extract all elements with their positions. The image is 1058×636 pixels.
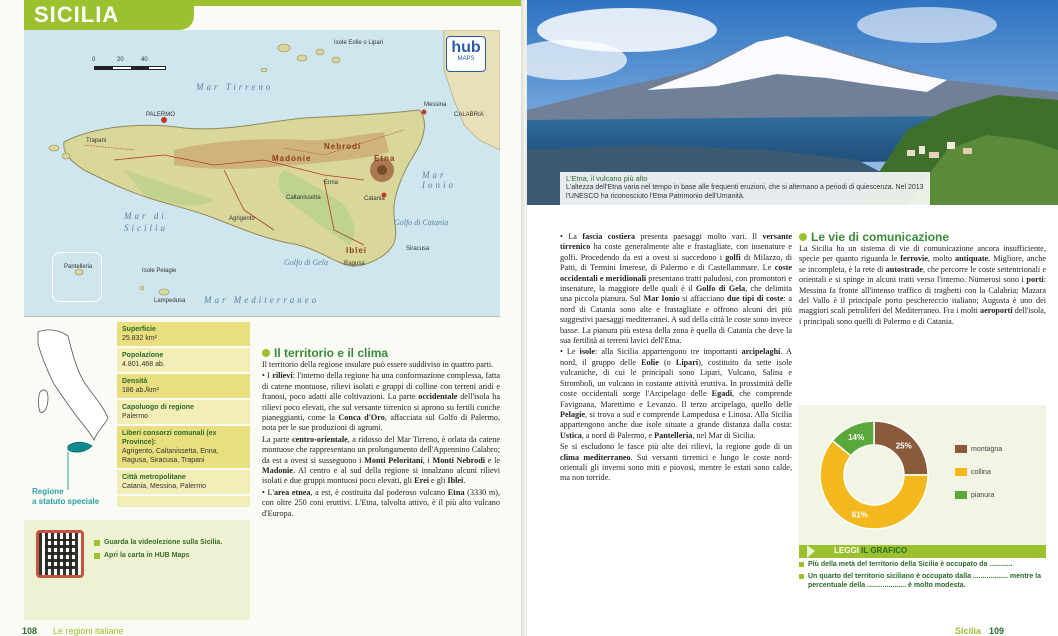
digital-resources-list (94, 538, 244, 564)
italy-locator-map (24, 322, 112, 492)
bullet-dot-icon (799, 233, 807, 241)
digital-resources-box (24, 520, 250, 620)
scale-label-0: 0 (92, 57, 96, 63)
chart-question: Un quarto del territorio siciliano è occupato dalla .................. mentre la percentuale della .................... è molto modesta. (799, 572, 1046, 590)
map-label-nebrodi: Nebrodi (324, 142, 362, 151)
chart-legend (955, 445, 1002, 514)
scale-label-20: 20 (117, 57, 124, 63)
map-label-mediterraneo: Mar Mediterraneo (204, 295, 320, 305)
territorio-section: Il territorio e il clima Il territorio della regione insulare può essere suddiviso in quattro parti. • I rilievi: l'interno della regione ha una conformazione complessa, fatta di catene montuose, rilievi isolati e gruppi di colline con terreni aridi e franosi, poco adatti alle coltivazioni. La parte occidentale dell'isola ha rilievi poco elevati, che sul versante tirrenico si aprono su fertili conche pianeggianti, come la Conca d'Oro, affacciata sul Golfo di Palermo, nota per le sue produzioni di agrumi. La parte centro-orientale, a ridosso del Mar Tirreno, è orlata da catene montuose che rappresentano un prolungamento dell'Appennino Calabro; da est a ovest si susseguono i Monti Peloritani, i Monti Nebrodi e le Madonie. Al centro e al sud della regione si innalzano alcuni rilievi isolati e due gruppi montuosi poco elevati, gli Erei e gli Iblei. • L'area etnea, a est, è costituita dal poderoso vulcano Etna (3330 m), con oltre 250 coni eruttivi. L'Etna, talvolta attivo, è il più alto vulcano d'Europa. (262, 346, 501, 518)
pie-label-montagna: 25% (895, 441, 912, 451)
fact-value: 186 ab./km² (122, 387, 159, 394)
fact-label: Città metropolitane (122, 474, 186, 481)
fact-label: Capoluogo di regione (122, 404, 194, 411)
chart-questions (799, 560, 1046, 593)
map-label-siracusa: Siracusa (406, 246, 430, 252)
hub-maps-logo[interactable] (446, 36, 486, 72)
caption-text: L'altezza dell'Etna varia nel tempo in base alle frequenti eruzioni, che si alternano a periodi di quiescenza. Nel 2013 l'UNESCO ha riconosciuto l'Etna Patrimonio dell'Umanità. (566, 184, 924, 200)
coste-column: • La fascia costiera presenta paesaggi molto vari. Il versante tirrenico ha coste generalmente alte e frastagliate, con insenature e golfi. Procedendo da est a ovest si succedono i golfi di Milazzo, di Patti, di Termini Imerese, di Palermo e di Castellammare. Le coste occidentali e meridionali presentano tratti paludosi, con promontori e insenature, la maggiore delle quali è il Golfo di Gela, che delimita una piccola pianura. Sul Mar Ionio si affacciano due tipi di coste: a nord di Catania sono alte e frastagliate e offrono alcuni dei più suggestivi paesaggi mediterranei. A sud della città le coste sono invece basse. La pianura più estesa della zona è quella di Catania che deve la sua fertilità ai terreni lavici dell'Etna. • Le isole: alla Sicilia appartengono tre importanti arcipelaghi. A nord, il gruppo delle Eolie (o Lipari), costituito da sette isole vulcaniche, di cui le principali sono Lipari, Vulcano, Salina e Stromboli, un vulcano in costante attività eruttiva. In prossimità delle coste occidentali sorge l'Arcipelago delle Egadi, che comprende Favignana, Marettimo e Levanzo. Il terzo arcipelago, quello delle Pelagie, si trova a sud e comprende Lampedusa e Linosa. Alla Sicilia appartengono anche due isole situate a grande distanza dalla costa: Ustica, a nord di Palermo, e Pantelleria, nel Mar di Sicilia. Se si escludono le fasce più alte dei rilievi, la regione gode di un clima mediterraneo. Sui versanti tirrenici e lungo le coste nord-orientali gli inverni sono miti e piovosi, mentre le estati sono calde, ma non torride. (560, 232, 793, 483)
leggi-grafico-bar (799, 545, 1046, 558)
grafico-text: IL GRAFICO (861, 546, 908, 555)
territory-pie-chart-box (799, 405, 1046, 545)
sicily-map[interactable] (24, 30, 500, 317)
map-label-palermo: PALERMO (146, 112, 175, 118)
page-number-right: 109 (989, 626, 1005, 636)
legend-item-pianura (955, 491, 1002, 500)
map-label-iblei: Iblei (346, 246, 368, 255)
chart-question: Più della metà del territorio della Sicilia è occupato da ............ (799, 560, 1046, 569)
map-label-ragusa: Ragusa (344, 261, 365, 267)
map-scale-bar (94, 66, 166, 70)
fact-label: Liberi consorzi comunali (ex Province): (122, 430, 217, 446)
etna-photo (527, 0, 1058, 205)
map-label-pantelleria: Pantelleria (64, 264, 93, 270)
legend-label: montagna (971, 446, 1003, 453)
legend-item-collina (955, 468, 1002, 477)
vie-comunicazione-section: Le vie di comunicazione La Sicilia ha un sistema di vie di comunicazione ancora insufficiente, specie per quanto riguarda le ferrovie, molto antiquate. Migliore, anche se incompleta, è la rete di autostrade, che percorre le coste settentrionali e orientali e si spinge in alcuni tratti verso l'interno. Numerosi sono i porti: Messina fa fronte all'intenso traffico di traghetti con la Calabria; Mazara del Vallo è il principale porto peschereccio italiano; Augusta è uno dei maggiori scali petroliferi del Mediterraneo. Fra i molti aeroporti dell'isola, i principali sono quelli di Palermo e di Catania. (799, 230, 1046, 326)
legend-label: pianura (971, 492, 995, 499)
page-title: SICILIA (34, 2, 120, 27)
fact-value: Palermo (122, 413, 149, 420)
fact-value: 4.801.468 ab. (122, 361, 165, 368)
arrow-right-icon (807, 545, 815, 558)
map-label-agrigento: Agrigento (229, 216, 255, 222)
title-banner (24, 0, 194, 30)
fact-label: Popolazione (122, 352, 164, 359)
fact-value: Agrigento, Caltanissetta, Enna, Ragusa, Siracusa, Trapani (122, 448, 219, 464)
territory-pie-chart (799, 405, 949, 545)
region-statute-label (32, 487, 99, 507)
map-label-golfo-gela: Golfo di Gela (284, 258, 328, 267)
fact-capoluogo (117, 400, 250, 426)
map-label-mar-di-sicilia: Mar di Sicilia (124, 211, 168, 233)
legend-item-montagna (955, 445, 1002, 454)
fact-label: Superficie (122, 326, 156, 333)
page-number-left: 108 (22, 626, 38, 636)
caption-title: L'Etna, il vulcano più alto (566, 174, 648, 183)
leggi-text: LEGGI (834, 546, 859, 555)
footer-title-left: Le regioni italiane (53, 626, 124, 636)
fact-superficie (117, 322, 250, 348)
section-heading-territorio (262, 346, 500, 360)
map-label-tirreno: Mar Tirreno (196, 82, 274, 92)
section-heading-text: Le vie di comunicazione (811, 230, 950, 244)
map-label-ionio: Mar Ionio (422, 170, 456, 190)
photo-caption (560, 172, 930, 205)
hub-logo-text: hub (451, 39, 481, 56)
islands-inset-frame (52, 252, 102, 302)
fact-label: Densità (122, 378, 148, 385)
scale-label-40: 40 (141, 57, 148, 63)
fact-value: 25.832 km² (122, 335, 158, 342)
region-statute-text: Regione a statuto speciale (32, 487, 100, 506)
legend-label: collina (971, 469, 991, 476)
hub-maps-link[interactable]: Apri la carta in HUB Maps (94, 551, 244, 561)
map-label-pelagie: Isole Pelagie (142, 268, 177, 274)
map-label-messina: Messina (424, 102, 447, 108)
left-page (0, 0, 523, 636)
map-label-etna: Etna (374, 154, 396, 163)
fact-value: Catania, Messina, Palermo (122, 483, 207, 490)
fact-densita (117, 374, 250, 400)
qr-code[interactable] (36, 530, 84, 578)
legend-swatch (955, 445, 967, 453)
map-label-eolie: Isole Eolie o Lipari (334, 40, 384, 46)
map-label-calabria: CALABRIA (454, 112, 484, 118)
map-label-trapani: Trapani (86, 138, 107, 144)
footer-title-right: Sicilia (955, 626, 982, 636)
fact-citta-metropolitane (117, 470, 250, 496)
bullet-dot-icon (262, 349, 270, 357)
fact-consorzi (117, 426, 250, 470)
section-heading-vie (799, 230, 1046, 244)
pie-label-pianura: 14% (848, 432, 865, 442)
top-accent-strip (194, 0, 521, 6)
footer-right (955, 626, 1004, 636)
map-label-lampedusa: Lampedusa (154, 298, 186, 304)
map-label-catania: Catania (364, 196, 385, 202)
map-label-madonie: Madonie (272, 154, 312, 163)
legend-swatch (955, 491, 967, 499)
legend-swatch (955, 468, 967, 476)
facts-panel (117, 322, 250, 507)
right-page (527, 0, 1058, 636)
footer-left (22, 626, 124, 636)
section-heading-text: Il territorio e il clima (274, 346, 389, 360)
map-label-golfo-catania: Golfo di Catania (394, 218, 449, 227)
hub-logo-sub: MAPS (457, 56, 475, 62)
fact-popolazione (117, 348, 250, 374)
video-lesson-link[interactable]: Guarda la videolezione sulla Sicilia. (94, 538, 244, 548)
pie-label-collina: 61% (851, 510, 868, 520)
leggi-grafico-label (834, 546, 907, 555)
map-label-enna: Enna (324, 180, 339, 186)
map-label-caltanissetta: Caltanissetta (286, 195, 321, 201)
